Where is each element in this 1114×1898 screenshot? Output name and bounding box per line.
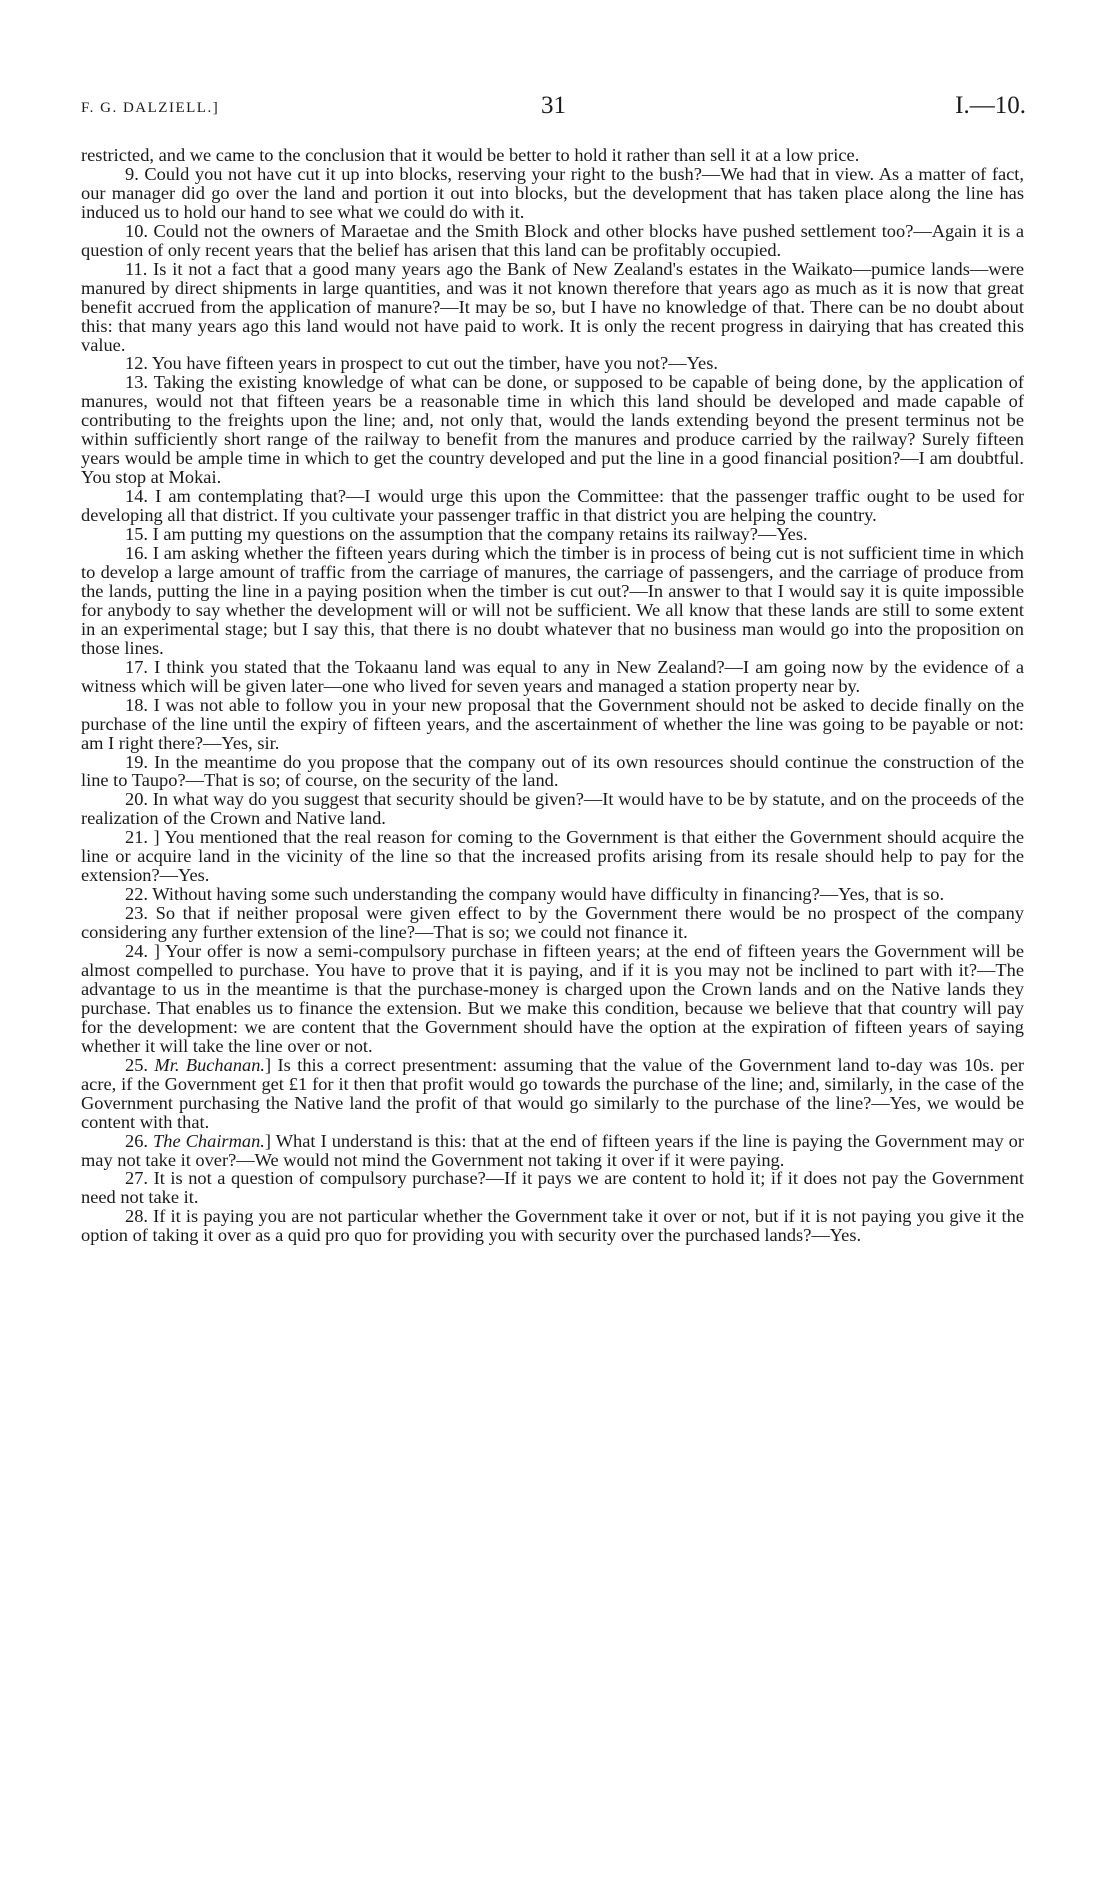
paragraph-text: It is not a question of compulsory purchase?—If it pays we are content to hold it; if it does not pay the Government need not take it. [81, 1168, 1024, 1208]
question-paragraph [81, 1169, 1024, 1207]
question-paragraph [81, 790, 1024, 828]
paragraph-text: Could you not have cut it up into blocks, reserving your right to the bush?—We had that in view. As a matter of fact, our manager did go over the land and portion it out into blocks, but the development that has taken place along the line has induced us to hold our hand to see what we could do with it. [81, 163, 1024, 222]
question-paragraph [81, 260, 1024, 355]
question-paragraph [81, 828, 1024, 885]
question-paragraph [81, 753, 1024, 791]
question-paragraph [81, 1056, 1024, 1132]
paper-reference: I.—10. [955, 92, 1026, 119]
question-number: 27. [125, 1168, 148, 1189]
question-paragraph [81, 696, 1024, 753]
question-paragraph [81, 544, 1024, 658]
question-number: 18. [125, 694, 148, 715]
paragraph-text: You have fifteen years in prospect to cut out the timber, have you not?—Yes. [151, 353, 718, 374]
speaker-name: The Chairman. [153, 1130, 265, 1151]
question-number: 17. [125, 656, 148, 677]
question-number: 9. [125, 163, 139, 184]
paragraph-text: In the meantime do you propose that the company out of its own resources should continue the construction of the line to Taupo?—That is so; of course, on the security of the land. [81, 751, 1024, 791]
paragraph-text: ] Is this a correct presentment: assuming that the value of the Government land to-day was 10s. per acre, if the Government get £1 for it then that profit would go towards the purchase of the line; and, similarly, in the case of the Government purchasing the Native land the profit of that would go similarly to the purchase of the line?—Yes, we would be content with that. [81, 1054, 1024, 1132]
question-paragraph [81, 373, 1024, 487]
paragraph-text: Could not the owners of Maraetae and the Smith Block and other blocks have pushed settlement too?—Again it is a question of only recent years that the belief has arisen that this land can be profitably occupied. [81, 220, 1024, 260]
paragraph-text: I was not able to follow you in your new proposal that the Government should not be asked to decide finally on the purchase of the line until the expiry of fifteen years, and the ascertainment of whether the line was going to be payable or not: am I right there?—Yes, sir. [81, 694, 1024, 753]
page-header [81, 90, 1026, 126]
paragraph-text: I am contemplating that?—I would urge this upon the Committee: that the passenger traffic ought to be used for developing all that district. If you cultivate your passenger traffic in that district you are helping the country. [81, 486, 1024, 526]
paragraph [81, 146, 1024, 165]
question-number: 10. [125, 220, 148, 241]
question-paragraph [81, 525, 1024, 544]
question-paragraph [81, 885, 1024, 904]
question-number: 23. [125, 903, 148, 924]
question-number: 20. [125, 789, 148, 810]
question-paragraph [81, 165, 1024, 222]
paragraph-text: I am putting my questions on the assumption that the company retains its railway?—Yes. [152, 524, 808, 545]
question-paragraph [81, 354, 1024, 373]
question-paragraph [81, 904, 1024, 942]
question-paragraph [81, 487, 1024, 525]
question-number: 25. [125, 1054, 148, 1075]
paragraph-text: ] Your offer is now a semi-compulsory purchase in fifteen years; at the end of fifteen years the Government will be almost compelled to purchase. You have to prove that it is paying, and if it is you may not be inclined to part with it?—The advantage to us in the meantime is that the purchase-money is charged upon the Crown lands and on the Native lands they purchase. That enables us to finance the extension. But we make this condition, because we believe that that country will pay for the development: we are content that the Government should have the option at the expiration of fifteen years of saying whether it will take the line over or not. [81, 941, 1024, 1056]
paragraph-text: I think you stated that the Tokaanu land was equal to any in New Zealand?—I am going now by the evidence of a witness which will be given later—one who lived for seven years and managed a station property near by. [81, 656, 1024, 696]
page-number: 31 [541, 92, 566, 119]
question-paragraph [81, 1132, 1024, 1170]
paragraph-text: In what way do you suggest that security should be given?—It would have to be by statute, and on the proceeds of the realization of the Crown and Native land. [81, 789, 1024, 829]
question-number: 11. [125, 258, 148, 279]
paragraph-text: Without having some such understanding the company would have difficulty in financing?—Yes, that is so. [152, 884, 945, 905]
question-number: 28. [125, 1206, 148, 1227]
question-number: 21. [125, 827, 148, 848]
question-number: 12. [125, 353, 148, 374]
question-paragraph [81, 658, 1024, 696]
question-number: 13. [125, 372, 148, 393]
question-paragraph [81, 222, 1024, 260]
question-number: 24. [125, 941, 148, 962]
paragraph-text: restricted, and we came to the conclusion that it would be better to hold it rather than sell it at a low price. [81, 145, 860, 165]
question-number: 15. [125, 524, 148, 545]
paragraph-text: ] You mentioned that the real reason for coming to the Government is that either the Government should acquire the line or acquire land in the vicinity of the line so that the increased profits arising from its resale should help to pay for the extension?—Yes. [81, 827, 1024, 886]
question-number: 14. [125, 486, 148, 507]
question-paragraph [81, 942, 1024, 1056]
paragraph-text: So that if neither proposal were given effect to by the Government there would be no prospect of the company considering any further extension of the line?—That is so; we could not finance it. [81, 903, 1024, 943]
paragraph-text: Is it not a fact that a good many years ago the Bank of New Zealand's estates in the Waikato—pumice lands—were manured by direct shipments in large quantities, and was it not known therefore that years ago as much as it is now that great benefit accrued from the application of manure?—It may be so, but I have no knowledge of that. There can be no doubt about this: that many years ago this land would not have paid to work. It is only the recent progress in dairying that has created this value. [81, 258, 1024, 355]
question-number: 16. [125, 543, 148, 564]
paragraph-text: If it is paying you are not particular whether the Government take it over or not, but if it is not paying you give it the option of taking it over as a quid pro quo for providing you with security over the purchased lands?—Yes. [81, 1206, 1024, 1246]
question-number: 22. [125, 884, 148, 905]
question-number: 26. [125, 1130, 148, 1151]
paragraph-text: ] What I understand is this: that at the end of fifteen years if the line is paying the Government may or may not take it over?—We would not mind the Government not taking it over if it were paying. [81, 1130, 1024, 1170]
question-number: 19. [125, 751, 148, 772]
speaker-name: Mr. Buchanan. [154, 1054, 266, 1075]
witness-name: F. G. DALZIELL.] [81, 100, 220, 116]
paragraph-text: Taking the existing knowledge of what can be done, or supposed to be capable of being done, by the application of manures, would not that fifteen years be a reasonable time in which this land should be developed and made capable of contributing to the freights upon the line; and, not only that, would the lands extending beyond the present terminus not be within sufficiently short range of the railway to benefit from the manures and produce carried by the railway? Surely fifteen years would be ample time in which to get the country developed and put the line in a good financial position?—I am doubtful. You stop at Mokai. [81, 372, 1025, 488]
evidence-body [81, 146, 1024, 1245]
paragraph-text: I am asking whether the fifteen years during which the timber is in process of being cut is not sufficient time in which to develop a large amount of traffic from the carriage of manures, the carriage of passengers, and the carriage of produce from the lands, putting the line in a paying position when the timber is cut out?—In answer to that I would say it is quite impossible for anybody to say whether the development will or will not be sufficient. We all know that these lands are still to some extent in an experimental stage; but I say this, that there is no doubt whatever that no business man would go into the proposition on those lines. [81, 543, 1024, 658]
question-paragraph [81, 1207, 1024, 1245]
